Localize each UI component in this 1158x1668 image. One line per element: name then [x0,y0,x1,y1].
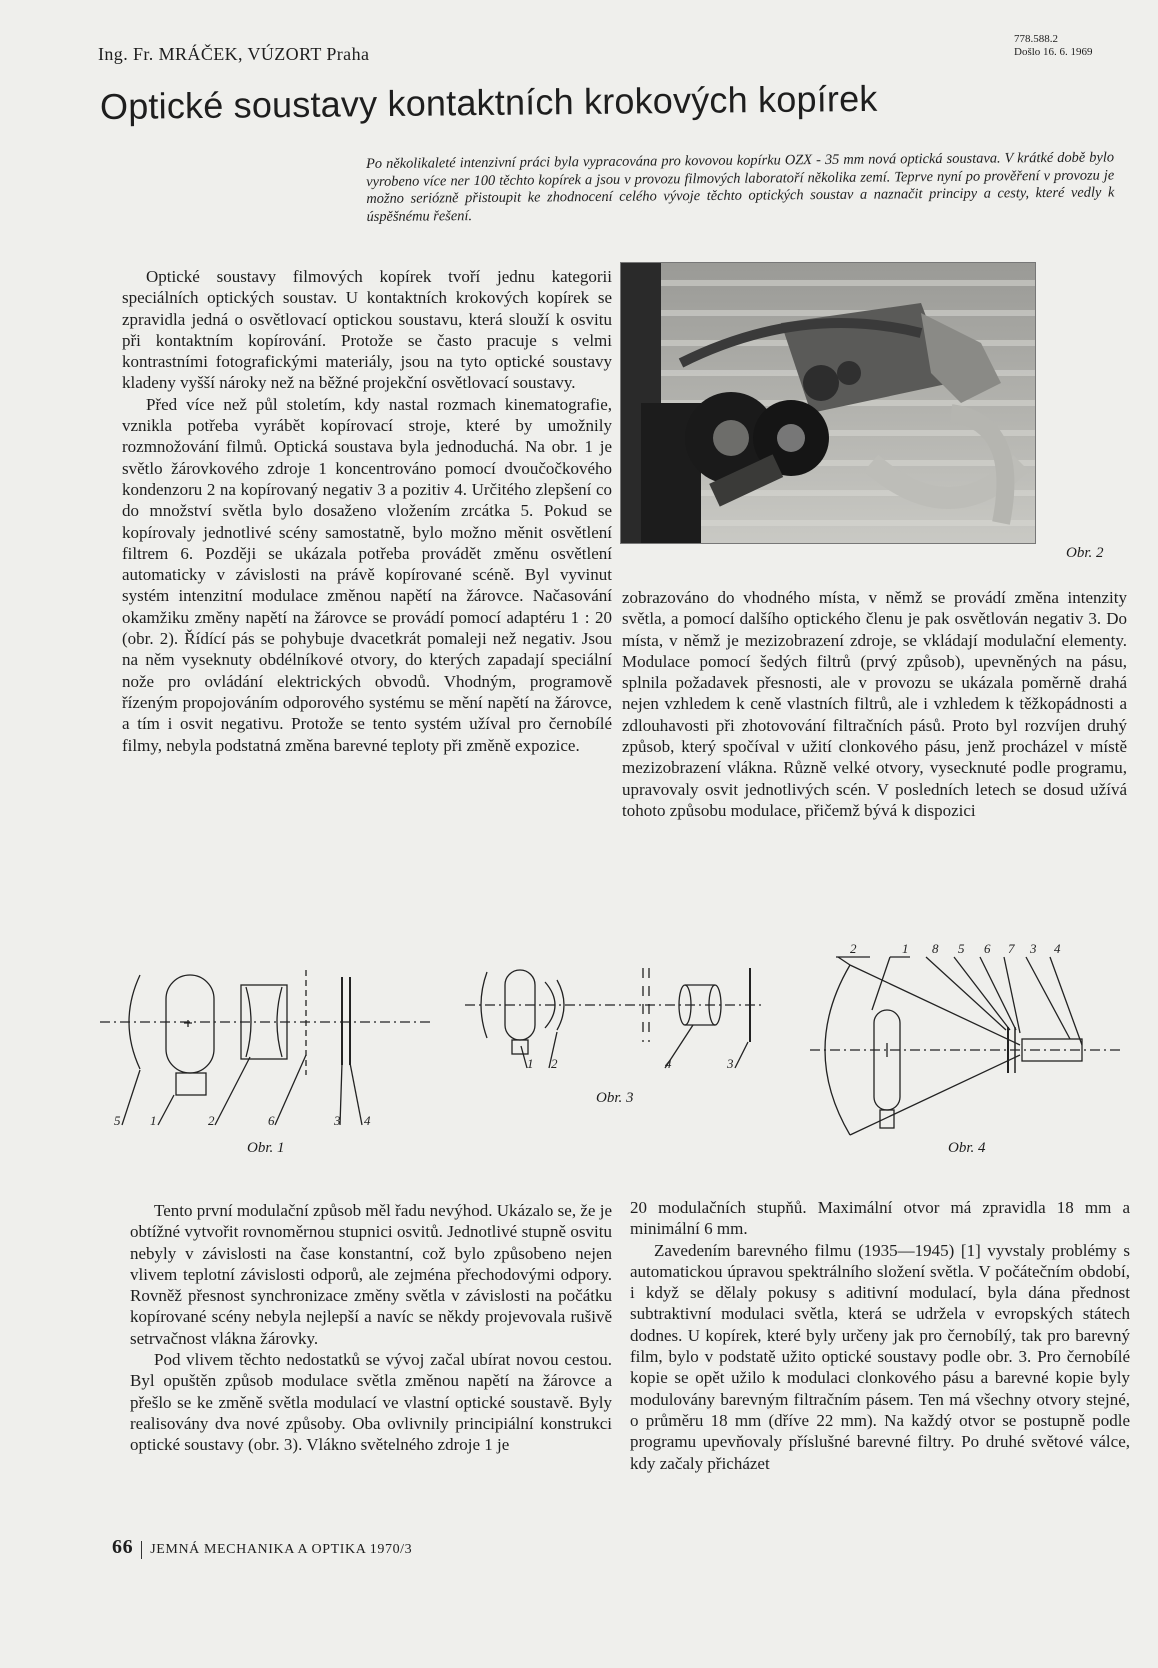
figure-3-diagram [465,950,790,1085]
fig3-label: 4 [665,1056,672,1071]
figure-2-caption: Obr. 2 [1066,545,1104,561]
fig4-label: 6 [984,941,991,956]
fig1-label: 1 [150,1113,157,1128]
fig1-label: 6 [268,1113,275,1128]
body-column-2 [622,587,1127,821]
fig4-label: 2 [850,941,857,956]
article-meta [1014,33,1093,59]
fig4-label: 5 [958,941,965,956]
paragraph: Zavedením barevného filmu (1935—1945) [1] vyvstaly problémy s automatickou úpravou spektrálního složení světla. V počátečním období, i když se dělaly pokusy s aditivní modulací, byla dána přednost subtraktivní modulaci světla, která se udržela v evropských státech dodnes. U kopírek, které byly určeny jak pro černobílý, tak pro barevný film, bylo v podstatě užito optické soustavy podle obr. 3. Pro černobílé kopie se opět užilo k modulaci clonkového pásu a barevné kopie byly modulovány barevným filtračním pásem. Ten má všechny otvory stejné, o průměru 18 mm (dříve 22 mm). Na každý otvor se postupně podle programu upevňovaly příslušné barevné filtry. Po druhé světové válce, kdy začaly přicházet [630,1240,1130,1473]
figure-3-caption: Obr. 3 [596,1090,634,1106]
fig1-label: 5 [114,1113,121,1128]
paragraph: 20 modulačních stupňů. Maximální otvor má zpravidla 18 mm a minimální 6 mm. [630,1198,1130,1239]
journal-name: JEMNÁ MECHANIKA A OPTIKA 1970/3 [150,1542,413,1557]
fig1-label: 4 [364,1113,371,1128]
body-column-4 [630,1197,1130,1474]
article-title: Optické soustavy kontaktních krokových kopírek [99,77,878,127]
received-date: Došlo 16. 6. 1969 [1014,46,1093,58]
fig3-label: 1 [527,1056,534,1071]
fig3-label: 2 [551,1056,558,1071]
fig4-label: 7 [1008,941,1015,956]
paragraph: Pod vlivem těchto nedostatků se vývoj začal ubírat novou cestou. Byl opuštěn způsob modulace světla změnou napětí na žárovce a přešlo se ke změně světla modulací ve vlastní optické soustavě. Byly realisovány dva nové způsoby. Oba ovlivnily principiální konstrukci optické soustavy (obr. 3). Vlákno světelného zdroje 1 je [130,1350,612,1455]
footer-divider [141,1541,142,1559]
figure-1-diagram [100,945,450,1160]
fig4-label: 8 [932,941,939,956]
figure-2-photo [620,262,1036,544]
machine-photo-illustration [621,263,1035,543]
fig4-label: 4 [1054,941,1061,956]
figure-1-caption: Obr. 1 [247,1140,285,1156]
udc-code: 778.588.2 [1014,33,1058,45]
abstract: Po několikaleté intenzivní práci byla vypracována pro kovovou kopírku OZX - 35 mm nová optická soustava. V krátké době bylo vyrobeno více ner 100 těchto kopírek a jsou v provozu filmových laboratoří několika zemí. Teprve nyní po prověření v provozu je možno seriózně přistoupit ke zhodnocení celého vývoje těchto optických soustav a naznačit principy a cesty, které vedly k úspěšnému řešení. [366,149,1115,225]
fig4-label: 1 [902,941,909,956]
body-column-3 [130,1200,612,1456]
paragraph: Optické soustavy filmových kopírek tvoří jednu kategorii speciálních optických soustav. U kontaktních krokových kopírek se zpravidla jedná o osvětlovací optickou soustavu, která slouží k osvitu při kontaktním kopírování. Protože se často pracuje s velmi kontrastními fotografickými materiály, jsou na tyto optické soustavy kladeny vyšší nároky než na běžné projekční osvětlovací soustavy. [122,267,612,393]
fig1-label: 3 [334,1113,341,1128]
paragraph: Před více než půl stoletím, kdy nastal rozmach kinematografie, vznikla potřeba vyrábět kopírovací stroje, které by umožnily rozmnožování filmů. Optická soustava byla jednoduchá. Na obr. 1 je světlo žárovkového zdroje 1 koncentrováno pomocí dvoučočkového kondenzoru 2 na kopírovaný negativ 3 a pozitiv 4. Určitého zlepšení co do množství světla bylo dosaženo vložením zrcátka 5. Pokud se kopírovaly jednotlivé scény samostatně, bylo možno měnit osvětlení filtrem 6. Později se ukázala potřeba provádět změnu osvětlení automaticky v závislosti na právě kopírované scéně. Byl vyvinut systém intenzitní modulace změnou napětí na žárovce. Načasování okamžiku změny napětí na žárovce se provádí pomocí adaptéru 1 : 20 (obr. 2). Řídící pás se pohybuje dvacetkrát pomaleji než negativ. Jsou na něm vyseknuty obdélníkové otvory, do kterých zapadají speciální nože pro ovládání elektrických obvodů. Vhodným, programově řízeným propojováním odporového systému se mění napětí na žárovce, a tím i osvit negativu. Protože se tento systém užíval pro černobílé filmy, nebyla podstatná změna barevné teploty při změně expozice. [122,394,612,755]
paragraph: Tento první modulační způsob měl řadu nevýhod. Ukázalo se, že je obtížné vytvořit rovnoměrnou stupnici osvitů. Jednotlivé stupně osvitu nebyly v závislosti na čase konstantní, což bylo způsobeno nejen vlivem teplotní závislosti odporů, ale zejména přechodovými odpory. Rovněž přesnost synchronizace změny světla v závislosti na počátku kopírované scény nebyla nejlepší a navíc se někdy projevovala rušivě setrvačnost vlákna žárovky. [130,1201,612,1348]
figure-4-caption: Obr. 4 [948,1140,986,1156]
fig4-label: 3 [1030,941,1037,956]
page-footer [112,1536,412,1559]
author-line: Ing. Fr. MRÁČEK, VÚZORT Praha [98,44,370,64]
fig1-label: 2 [208,1113,215,1128]
paragraph: zobrazováno do vhodného místa, v němž se provádí změna intenzity světla, a pomocí dalšího optického členu je pak osvětlován negativ 3. Do místa, v němž je mezizobrazení zdroje, se vkládají modulační elementy. Modulace pomocí šedých filtrů (prvý způsob), upevněných na pásu, splnila požadavek přesnosti, ale v provozu se ukázala poměrně drahá nejen vzhledem k ceně vlastních filtrů, ale i vzhledem k těžkopádnosti a zdlouhavosti při zhotovování filtračních pásů. Proto byl rozvíjen druhý způsob, který spočíval v užití clonkového pásu, jenž procházel v místě mezizobrazení vlákna. Různě velké otvory, vysecknuté podle programu, upravovaly osvit jednotlivých scén. V posledních letech se dosud užívá tohoto způsobu modulace, přičemž bývá k dispozici [622,588,1127,820]
page-number: 66 [112,1536,134,1558]
fig3-label: 3 [727,1056,734,1071]
body-column-1 [122,266,612,756]
figure-4-diagram [810,935,1130,1145]
